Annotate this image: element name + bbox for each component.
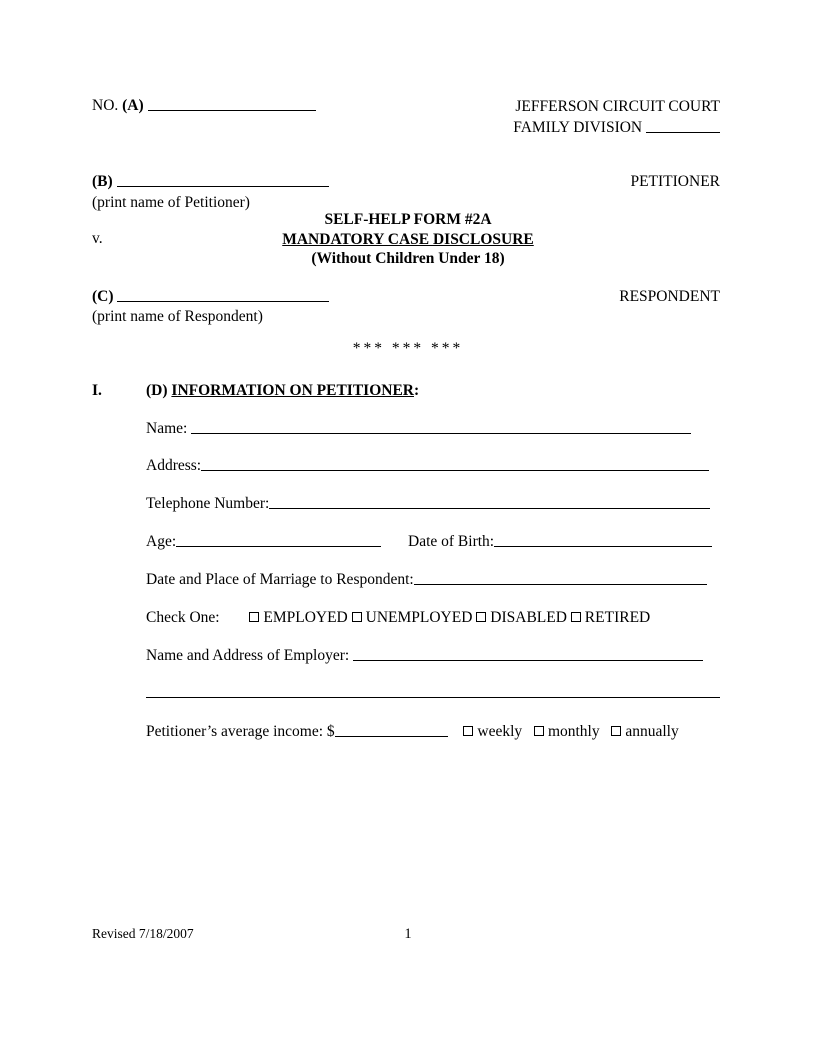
- section-separator: *** *** ***: [352, 340, 464, 357]
- section-heading: [146, 382, 419, 400]
- checkbox-option-unemployed[interactable]: [352, 609, 473, 626]
- field-telephone-label: Telephone Number:: [146, 495, 270, 512]
- field-date-of-birth: [408, 533, 712, 551]
- checkbox-icon[interactable]: [352, 612, 362, 622]
- field-date-of-birth-blank[interactable]: [494, 533, 712, 547]
- checkbox-option-retired-label: RETIRED: [584, 609, 651, 626]
- division-line: [420, 117, 720, 138]
- checkbox-option-retired[interactable]: [571, 609, 650, 626]
- field-income: [146, 723, 679, 741]
- versus-label: v.: [92, 230, 103, 247]
- form-title-line-3: (Without Children Under 18): [311, 250, 505, 267]
- field-employer-label: Name and Address of Employer:: [146, 647, 350, 664]
- checkbox-option-disabled[interactable]: [476, 609, 567, 626]
- field-employer-blank[interactable]: [353, 647, 703, 661]
- respondent-name-line: [92, 287, 329, 307]
- petitioner-hint: (print name of Petitioner): [92, 194, 250, 211]
- field-age: [146, 533, 381, 551]
- petitioner-tag: (B): [92, 173, 113, 190]
- field-marriage: [146, 571, 707, 589]
- petitioner-name-line: [92, 172, 329, 192]
- field-check-one: [146, 609, 650, 627]
- field-address-blank[interactable]: [201, 457, 709, 471]
- field-marriage-label: Date and Place of Marriage to Respondent:: [146, 571, 414, 588]
- checkbox-icon[interactable]: [463, 726, 473, 736]
- section-letter-tag: (D): [146, 382, 168, 399]
- form-title-line-1: SELF-HELP FORM #2A: [324, 211, 492, 228]
- checkbox-option-weekly-label: weekly: [477, 723, 523, 740]
- checkbox-option-employed[interactable]: [249, 609, 347, 626]
- checkbox-icon[interactable]: [534, 726, 544, 736]
- field-address-label: Address:: [146, 457, 202, 474]
- checkbox-option-unemployed-label: UNEMPLOYED: [365, 609, 473, 626]
- checkbox-option-weekly[interactable]: [463, 723, 522, 740]
- field-name: [146, 420, 691, 438]
- checkbox-icon[interactable]: [249, 612, 259, 622]
- checkbox-option-annually-label: annually: [625, 723, 679, 740]
- checkbox-option-employed-label: EMPLOYED: [263, 609, 348, 626]
- petitioner-name-blank[interactable]: [117, 173, 329, 187]
- case-number-label: NO.: [92, 97, 119, 114]
- division-blank[interactable]: [646, 119, 720, 133]
- checkbox-icon[interactable]: [611, 726, 621, 736]
- case-number-line: [92, 96, 316, 116]
- checkbox-option-monthly[interactable]: [534, 723, 600, 740]
- field-telephone: [146, 495, 710, 513]
- form-title-block: [208, 210, 608, 269]
- checkbox-icon[interactable]: [476, 612, 486, 622]
- respondent-role-label: RESPONDENT: [619, 288, 720, 305]
- division-name: FAMILY DIVISION: [513, 119, 643, 136]
- field-marriage-blank[interactable]: [414, 571, 707, 585]
- field-income-label: Petitioner’s average income: $: [146, 723, 335, 740]
- field-date-of-birth-label: Date of Birth:: [408, 533, 495, 550]
- footer-revised-date: Revised 7/18/2007: [92, 926, 194, 941]
- case-number-blank[interactable]: [148, 97, 316, 111]
- form-title-line-2: MANDATORY CASE DISCLOSURE: [282, 230, 534, 248]
- court-heading: [420, 96, 720, 138]
- checkbox-option-annually[interactable]: [611, 723, 678, 740]
- field-income-blank[interactable]: [335, 723, 448, 737]
- field-employer: [146, 647, 703, 665]
- field-age-blank[interactable]: [176, 533, 381, 547]
- field-name-label: Name:: [146, 420, 188, 437]
- field-address: [146, 457, 709, 475]
- field-name-blank[interactable]: [191, 420, 691, 434]
- section-number: I.: [92, 382, 102, 399]
- field-age-label: Age:: [146, 533, 177, 550]
- court-name: JEFFERSON CIRCUIT COURT: [515, 98, 720, 115]
- section-heading-text: INFORMATION ON PETITIONER: [171, 382, 414, 399]
- respondent-tag: (C): [92, 288, 114, 305]
- respondent-name-blank[interactable]: [117, 288, 329, 302]
- field-telephone-blank[interactable]: [269, 495, 710, 509]
- case-number-tag: (A): [122, 97, 144, 114]
- checkbox-icon[interactable]: [571, 612, 581, 622]
- footer-page-number: 1: [404, 926, 412, 942]
- section-heading-colon: :: [413, 382, 420, 399]
- petitioner-role-label: PETITIONER: [630, 173, 720, 190]
- checkbox-option-monthly-label: monthly: [547, 723, 600, 740]
- field-employer-blank-line-2[interactable]: [146, 697, 720, 698]
- check-one-label: Check One:: [146, 609, 220, 626]
- checkbox-option-disabled-label: DISABLED: [490, 609, 567, 626]
- respondent-hint: (print name of Respondent): [92, 308, 263, 325]
